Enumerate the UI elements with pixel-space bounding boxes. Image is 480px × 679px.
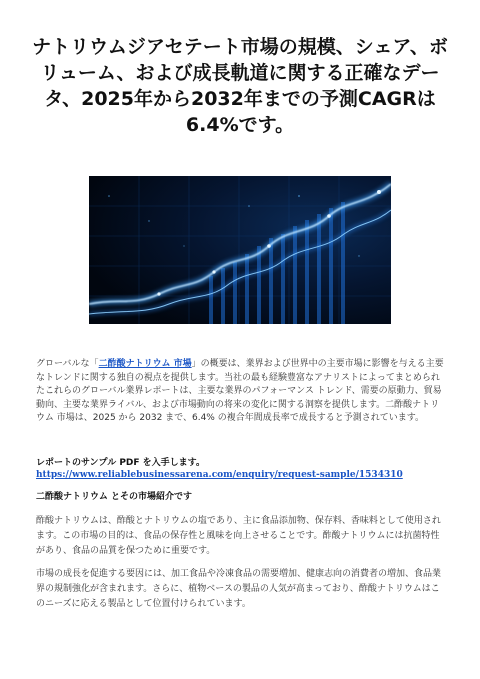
body-paragraph: 市場の成長を促進する要因には、加工食品や冷凍食品の需要増加、健康志向の消費者の増加、食品業界の規制強化が含まれます。さらに、植物ベースの製品の人気が高まっており、酢酸ナトリウムはこのニーズに応える製品として位置付けられています。 bbox=[36, 569, 442, 609]
sample-request-link[interactable]: https://www.reliablebusinessarena.com/enquiry/request-sample/1534310 bbox=[36, 470, 403, 480]
hero-growth-image bbox=[89, 176, 391, 324]
intro-prefix: グローバルな「 bbox=[36, 359, 99, 369]
section-heading: 二酢酸ナトリウム とその市場紹介です bbox=[36, 492, 193, 502]
body-paragraph: 酢酸ナトリウムは、酢酸とナトリウムの塩であり、主に食品添加物、保存料、香味料として使用されます。この市場の目的は、食品の保存性と風味を向上させることです。酢酸ナトリウムには抗菌特性があり、食品の品質を保つために重要です。 bbox=[36, 516, 441, 556]
intro-paragraph bbox=[36, 358, 446, 426]
page-title: ナトリウムジアセテート市場の規模、シェア、ボリューム、および成長軌道に関する正確なデータ、2025年から2032年までの予測CAGRは6.4%です。 bbox=[32, 36, 448, 136]
sample-label: レポートのサンプル PDF を入手します。 bbox=[36, 458, 205, 468]
market-link[interactable]: 二酢酸ナトリウム 市場 bbox=[98, 359, 192, 369]
intro-body: 」の概要は、業界および世界中の主要市場に影響を与える主要なトレンドに関する独自の視点を提供します。当社の最も経験豊富なアナリストによってまとめられたこれらのグローバル業界レポートは、主要な業界のパフォーマンス トレンド、需要の原動力、貿易動向、主要な業界ライバル、および市場動向の将来の変化に関する洞察を提供します。二酢酸ナトリウム 市場は、2025 から 2032 まで、6.4% の複合年間成長率で成長すると予測されています。 bbox=[36, 359, 444, 424]
sample-request bbox=[36, 457, 446, 481]
